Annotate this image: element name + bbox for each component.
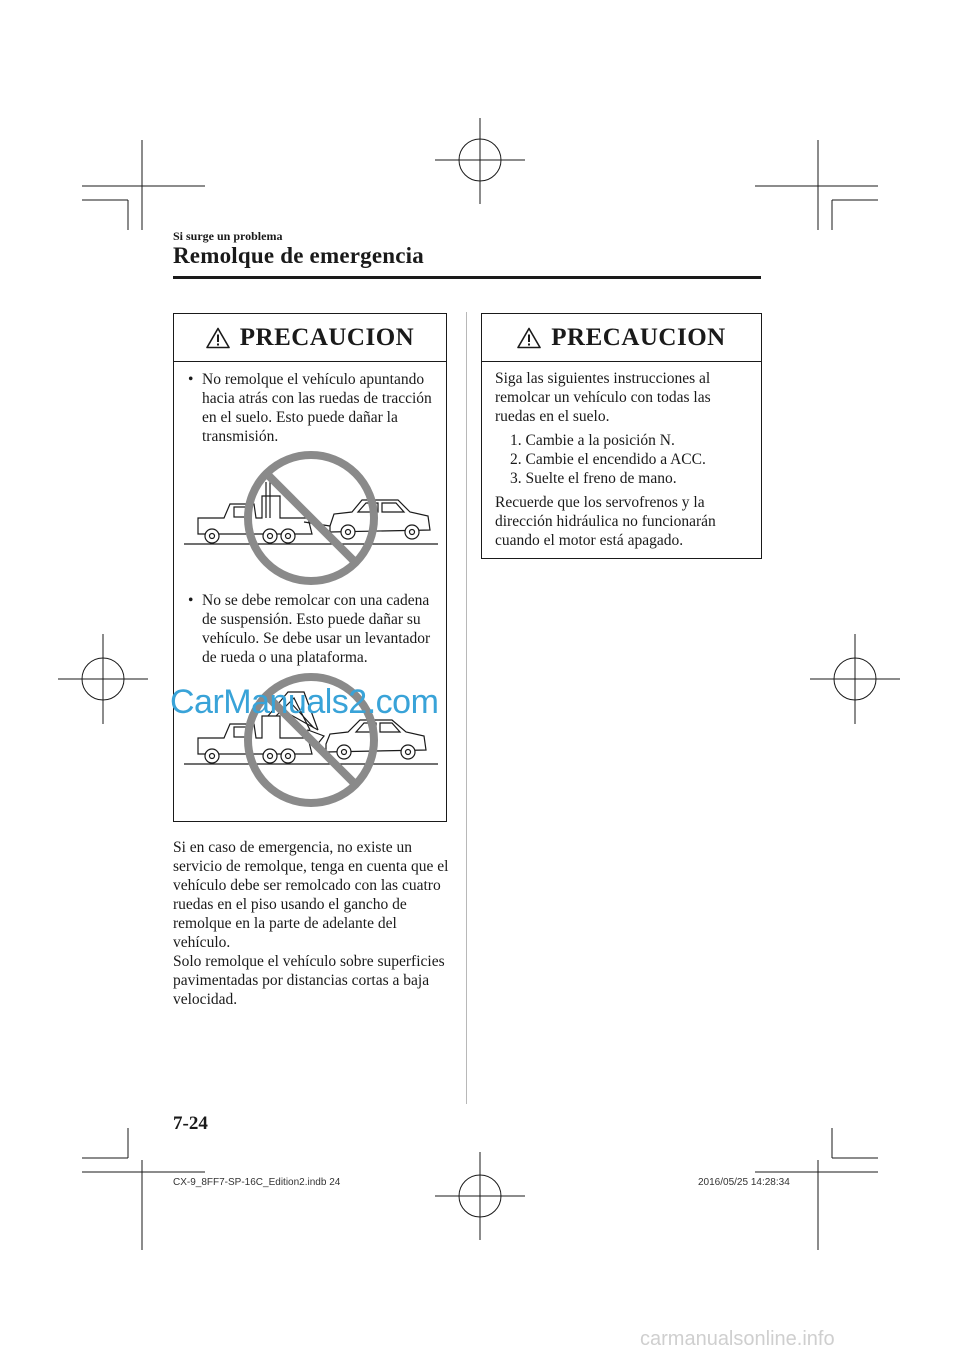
caution-outro: Recuerde que los servofrenos y la dirección hidráulica no funcionarán cuando el motor está apagado. — [495, 494, 716, 549]
section-label: Si surge un problema — [173, 229, 283, 243]
footer-timestamp: 2016/05/25 14:28:34 — [698, 1177, 790, 1188]
illustration-tow-backward-prohibited — [184, 448, 438, 588]
watermark-site: carmanualsonline.info — [640, 1328, 835, 1350]
body-text — [173, 838, 451, 1009]
list-item: 3. Suelte el freno de mano. — [510, 470, 677, 487]
caution-steps — [510, 431, 754, 488]
caution-header — [174, 314, 446, 362]
caution-title: PRECAUCION — [551, 323, 726, 351]
list-item: 2. Cambie el encendido a ACC. — [510, 451, 706, 468]
warning-triangle-icon — [517, 327, 541, 349]
page-number: 7-24 — [173, 1113, 208, 1134]
caution-box-right — [481, 313, 762, 559]
watermark-overlay: CarManuals2.com — [170, 683, 439, 721]
bullet-dot: • — [188, 371, 194, 388]
caution-intro: Siga las siguientes instrucciones al remolcar un vehículo con todas las ruedas en el suelo. — [495, 370, 711, 425]
caution-header — [482, 314, 761, 362]
bullet-dot: • — [188, 592, 194, 609]
footer-file-name: CX-9_8FF7-SP-16C_Edition2.indb 24 — [173, 1177, 341, 1188]
caution-title: PRECAUCION — [239, 323, 415, 351]
page-title: Remolque de emergencia — [173, 243, 424, 268]
list-item: 1. Cambie a la posición N. — [510, 432, 675, 449]
title-rule — [173, 276, 761, 279]
body-paragraph: Si en caso de emergencia, no existe un servicio de remolque, tenga en cuenta que el vehículo debe ser remolcado con las cuatro ruedas en el piso usando el gancho de remolque en la parte de adelante del vehículo. — [173, 839, 449, 951]
warning-triangle-icon — [206, 327, 230, 349]
caution-box-left — [173, 313, 447, 822]
caution-bullet — [188, 591, 440, 667]
caution-bullet-text: No remolque el vehículo apuntando hacia atrás con las ruedas de tracción en el suelo. Esto puede dañar la transmisión. — [202, 371, 432, 445]
column-divider — [466, 312, 467, 1104]
body-paragraph: Solo remolque el vehículo sobre superficies pavimentadas por distancias cortas a baja velocidad. — [173, 953, 445, 1008]
caution-bullet — [188, 370, 440, 446]
caution-bullet-text: No se debe remolcar con una cadena de suspensión. Esto puede dañar su vehículo. Se debe usar un levantador de rueda o una plataforma. — [202, 592, 431, 666]
